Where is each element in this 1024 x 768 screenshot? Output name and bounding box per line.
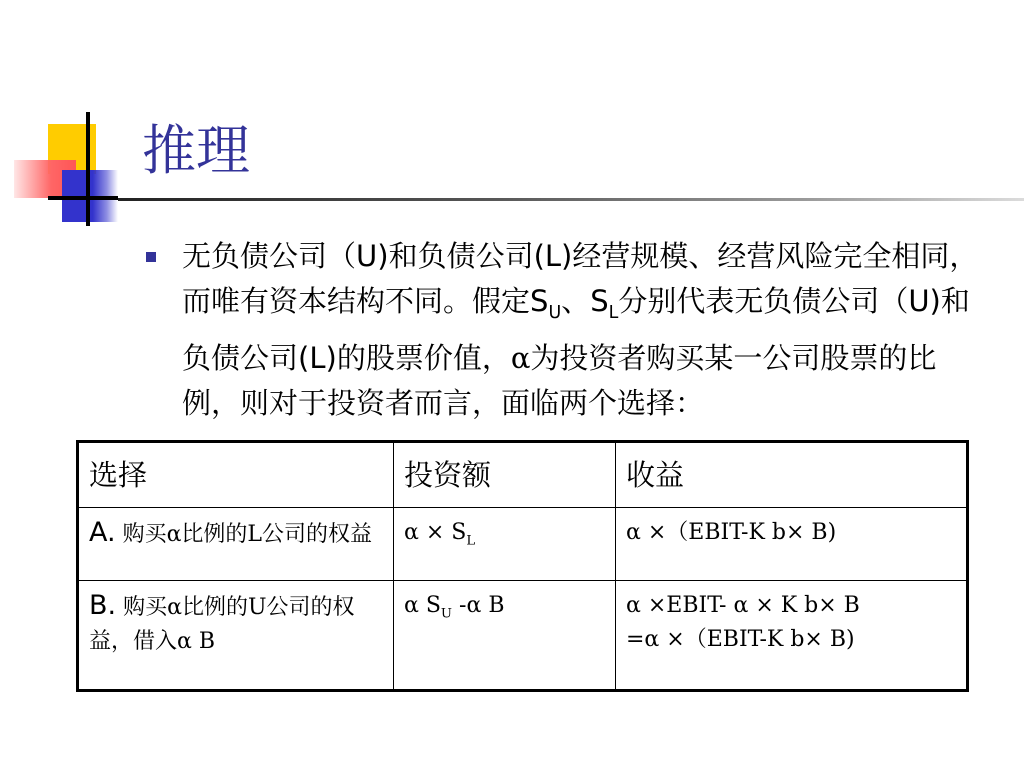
para-text: 分别代表无负债公司（ — [618, 284, 909, 318]
bullet-square-icon — [146, 252, 156, 262]
investment-text: α S — [404, 592, 441, 618]
table-cell-choice — [78, 580, 394, 690]
para-text: (L) — [298, 340, 337, 375]
table-header-cell: 收益 — [616, 442, 968, 508]
investment-text: α × S — [404, 520, 467, 545]
choice-text: 购买α比例的U公司的权益，借入α B — [89, 594, 355, 654]
investment-subscript: L — [466, 533, 476, 549]
para-text: 的股票价值，α为投资者购买某一公司股票的比例，则对于投资者而言，面临两个选择： — [182, 340, 937, 420]
title-underline-rule — [118, 198, 1024, 201]
para-text: 和负债公司 — [388, 239, 534, 273]
investment-subscript: U — [440, 606, 453, 622]
para-text: 无负债公司（ — [182, 239, 357, 273]
table-header-cell: 投资额 — [394, 442, 616, 508]
table-header-cell: 选择 — [78, 442, 394, 508]
table-cell-investment — [394, 508, 616, 581]
decor-horizontal-line — [48, 196, 118, 200]
return-text: α ×EBIT- α × K b× B — [626, 592, 860, 618]
para-text: 、 — [561, 284, 591, 318]
para-text: S — [590, 284, 609, 318]
table-header-row — [78, 442, 968, 508]
investment-text: -α B — [452, 592, 505, 618]
bullet-paragraph — [182, 234, 982, 426]
para-text: U) — [908, 284, 941, 318]
table-cell-investment — [394, 580, 616, 690]
decor-vertical-line — [86, 112, 90, 226]
choice-text: 购买α比例的L公司的权益 — [115, 522, 373, 547]
table-row — [78, 508, 968, 581]
return-text: α ×（EBIT-K b× B) — [626, 520, 837, 545]
para-text: (L) — [533, 239, 573, 273]
table-cell-return — [616, 508, 968, 581]
table-row — [78, 580, 968, 690]
choice-prefix: B. — [89, 589, 117, 621]
choice-prefix: A. — [89, 517, 116, 548]
slide-title: 推理 — [142, 119, 250, 182]
choice-table — [76, 440, 969, 692]
return-text: =α ×（EBIT-K b× B) — [626, 626, 855, 652]
para-subscript: L — [608, 302, 619, 323]
para-text: 和负债公司 — [182, 284, 970, 375]
table-cell-return — [616, 580, 968, 690]
para-subscript: U — [548, 302, 562, 323]
para-text: 经营规模、经营风险完全相同，而唯有资本结构不同。假定 — [182, 239, 979, 318]
para-text: U) — [356, 239, 389, 273]
table-cell-choice — [78, 508, 394, 581]
para-text: S — [530, 284, 549, 318]
